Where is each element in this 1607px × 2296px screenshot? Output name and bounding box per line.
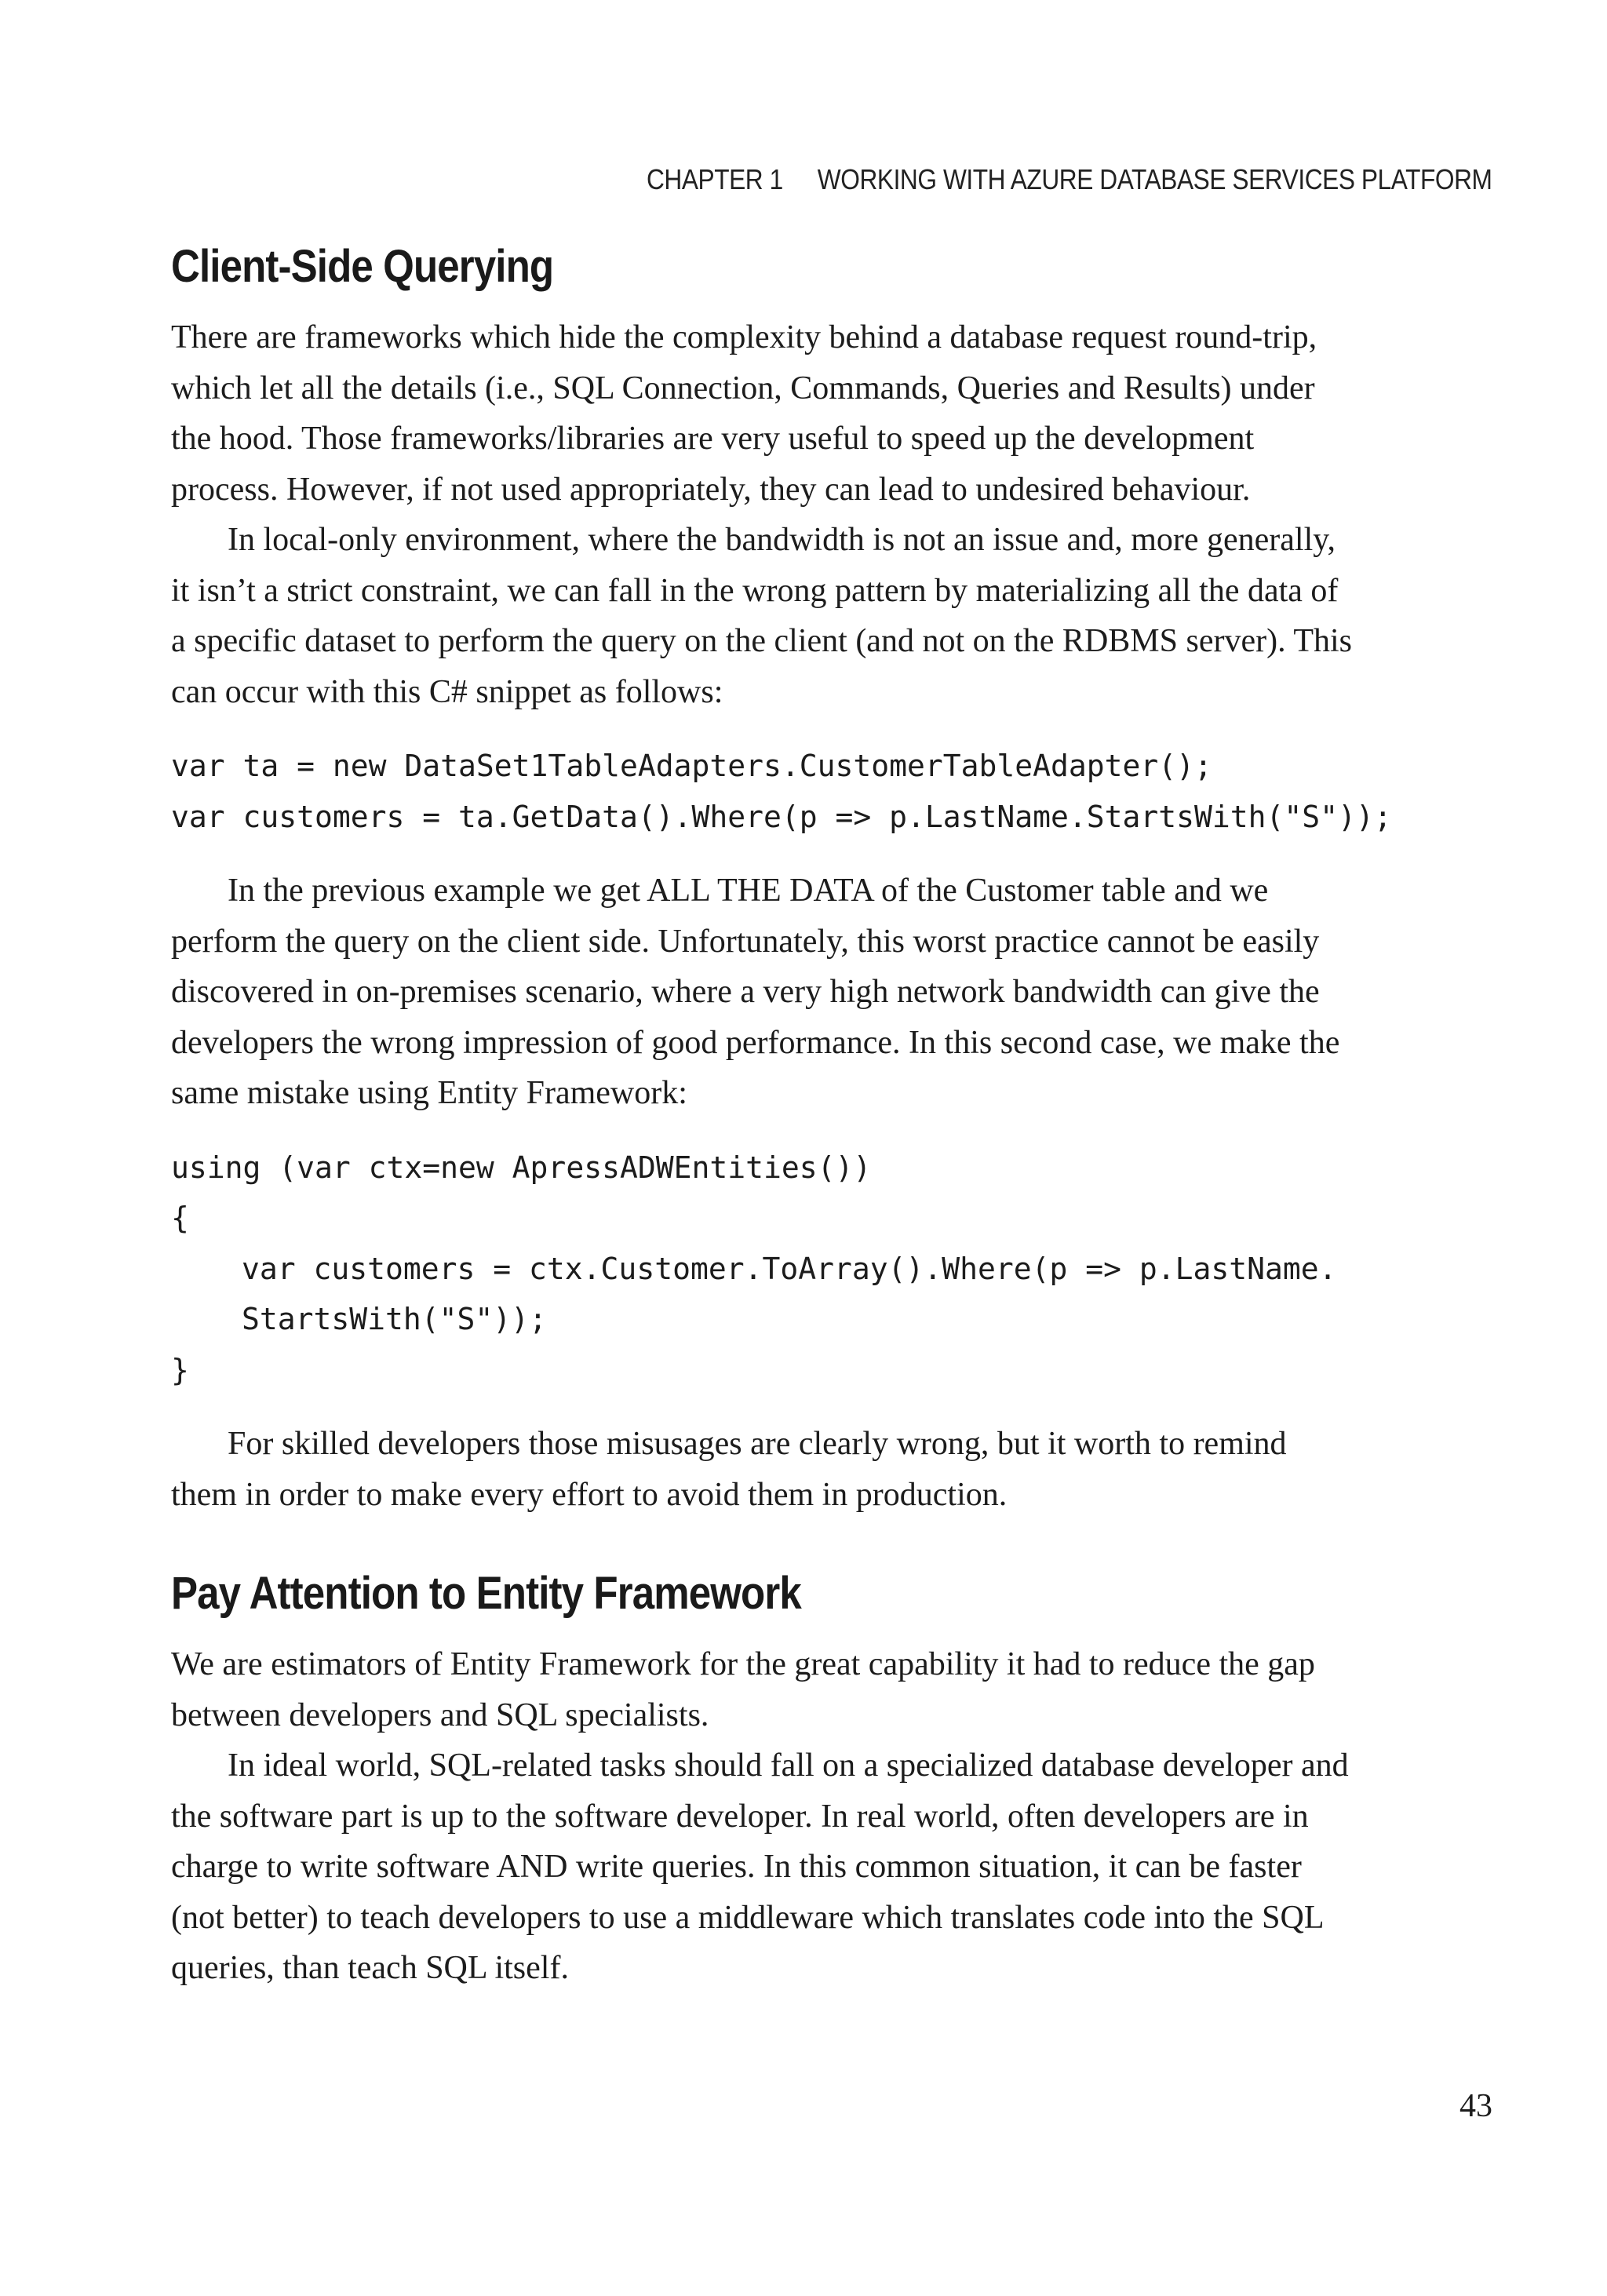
text-line: perform the query on the client side. Unfortunately, this worst practice cannot be easily bbox=[171, 923, 1320, 960]
paragraph bbox=[171, 515, 1492, 717]
text-line: In ideal world, SQL-related tasks should fall on a specialized database developer and bbox=[228, 1748, 1349, 1784]
code-line: var ta = new DataSet1TableAdapters.CustomerTableAdapter(); bbox=[171, 749, 1212, 783]
text-line: In the previous example we get ALL THE DATA of the Customer table and we bbox=[228, 873, 1269, 909]
chapter-label: CHAPTER 1 bbox=[647, 163, 784, 195]
code-line: { bbox=[171, 1201, 189, 1235]
running-header bbox=[647, 163, 1492, 196]
page-number: 43 bbox=[1459, 2088, 1492, 2124]
text-line: charge to write software AND write queries. In this common situation, it can be faster bbox=[171, 1849, 1302, 1885]
text-line: discovered in on-premises scenario, where a very high network bandwidth can give the bbox=[171, 974, 1320, 1010]
text-line: process. However, if not used appropriately, they can lead to undesired behaviour. bbox=[171, 471, 1251, 508]
text-line: the hood. Those frameworks/libraries are very useful to speed up the development bbox=[171, 421, 1255, 457]
chapter-title: WORKING WITH AZURE DATABASE SERVICES PLATFORM bbox=[818, 163, 1492, 195]
paragraph bbox=[171, 866, 1492, 1119]
code-block bbox=[171, 1143, 1492, 1396]
text-line: them in order to make every effort to avoid them in production. bbox=[171, 1476, 1008, 1513]
code-line: var customers = ctx.Customer.ToArray().Where(p => p.LastName. bbox=[242, 1251, 1337, 1286]
code-line: var customers = ta.GetData().Where(p => p.LastName.StartsWith("S")); bbox=[171, 799, 1392, 834]
text-line: the software part is up to the software developer. In real world, often developers are in bbox=[171, 1798, 1309, 1835]
paragraph bbox=[171, 1740, 1492, 1994]
paragraph bbox=[171, 1639, 1492, 1740]
text-line: can occur with this C# snippet as follows: bbox=[171, 673, 723, 710]
page-content bbox=[171, 235, 1492, 1994]
text-line: developers the wrong impression of good performance. In this second case, we make the bbox=[171, 1024, 1340, 1061]
code-line: using (var ctx=new ApressADWEntities()) bbox=[171, 1150, 872, 1185]
text-line: For skilled developers those misusages are clearly wrong, but it worth to remind bbox=[228, 1426, 1287, 1462]
text-line: a specific dataset to perform the query on the client (and not on the RDBMS server). This bbox=[171, 623, 1352, 659]
text-line: In local-only environment, where the bandwidth is not an issue and, more generally, bbox=[228, 522, 1336, 558]
paragraph bbox=[171, 312, 1492, 515]
text-line: same mistake using Entity Framework: bbox=[171, 1075, 687, 1111]
paragraph bbox=[171, 1419, 1492, 1520]
code-line: } bbox=[171, 1352, 189, 1387]
code-block bbox=[171, 741, 1492, 842]
text-line: it isn’t a strict constraint, we can fall in the wrong pattern by materializing all the data of bbox=[171, 572, 1339, 609]
section-heading-client-side-querying: Client-Side Querying bbox=[171, 241, 554, 292]
code-line: StartsWith("S")); bbox=[242, 1302, 547, 1336]
text-line: We are estimators of Entity Framework for the great capability it had to reduce the gap bbox=[171, 1646, 1315, 1682]
text-line: (not better) to teach developers to use a middleware which translates code into the SQL bbox=[171, 1899, 1325, 1936]
text-line: queries, than teach SQL itself. bbox=[171, 1950, 569, 1986]
section-heading-entity-framework: Pay Attention to Entity Framework bbox=[171, 1568, 801, 1619]
text-line: There are frameworks which hide the complexity behind a database request round-trip, bbox=[171, 319, 1317, 355]
text-line: which let all the details (i.e., SQL Connection, Commands, Queries and Results) under bbox=[171, 370, 1315, 406]
text-line: between developers and SQL specialists. bbox=[171, 1696, 709, 1733]
